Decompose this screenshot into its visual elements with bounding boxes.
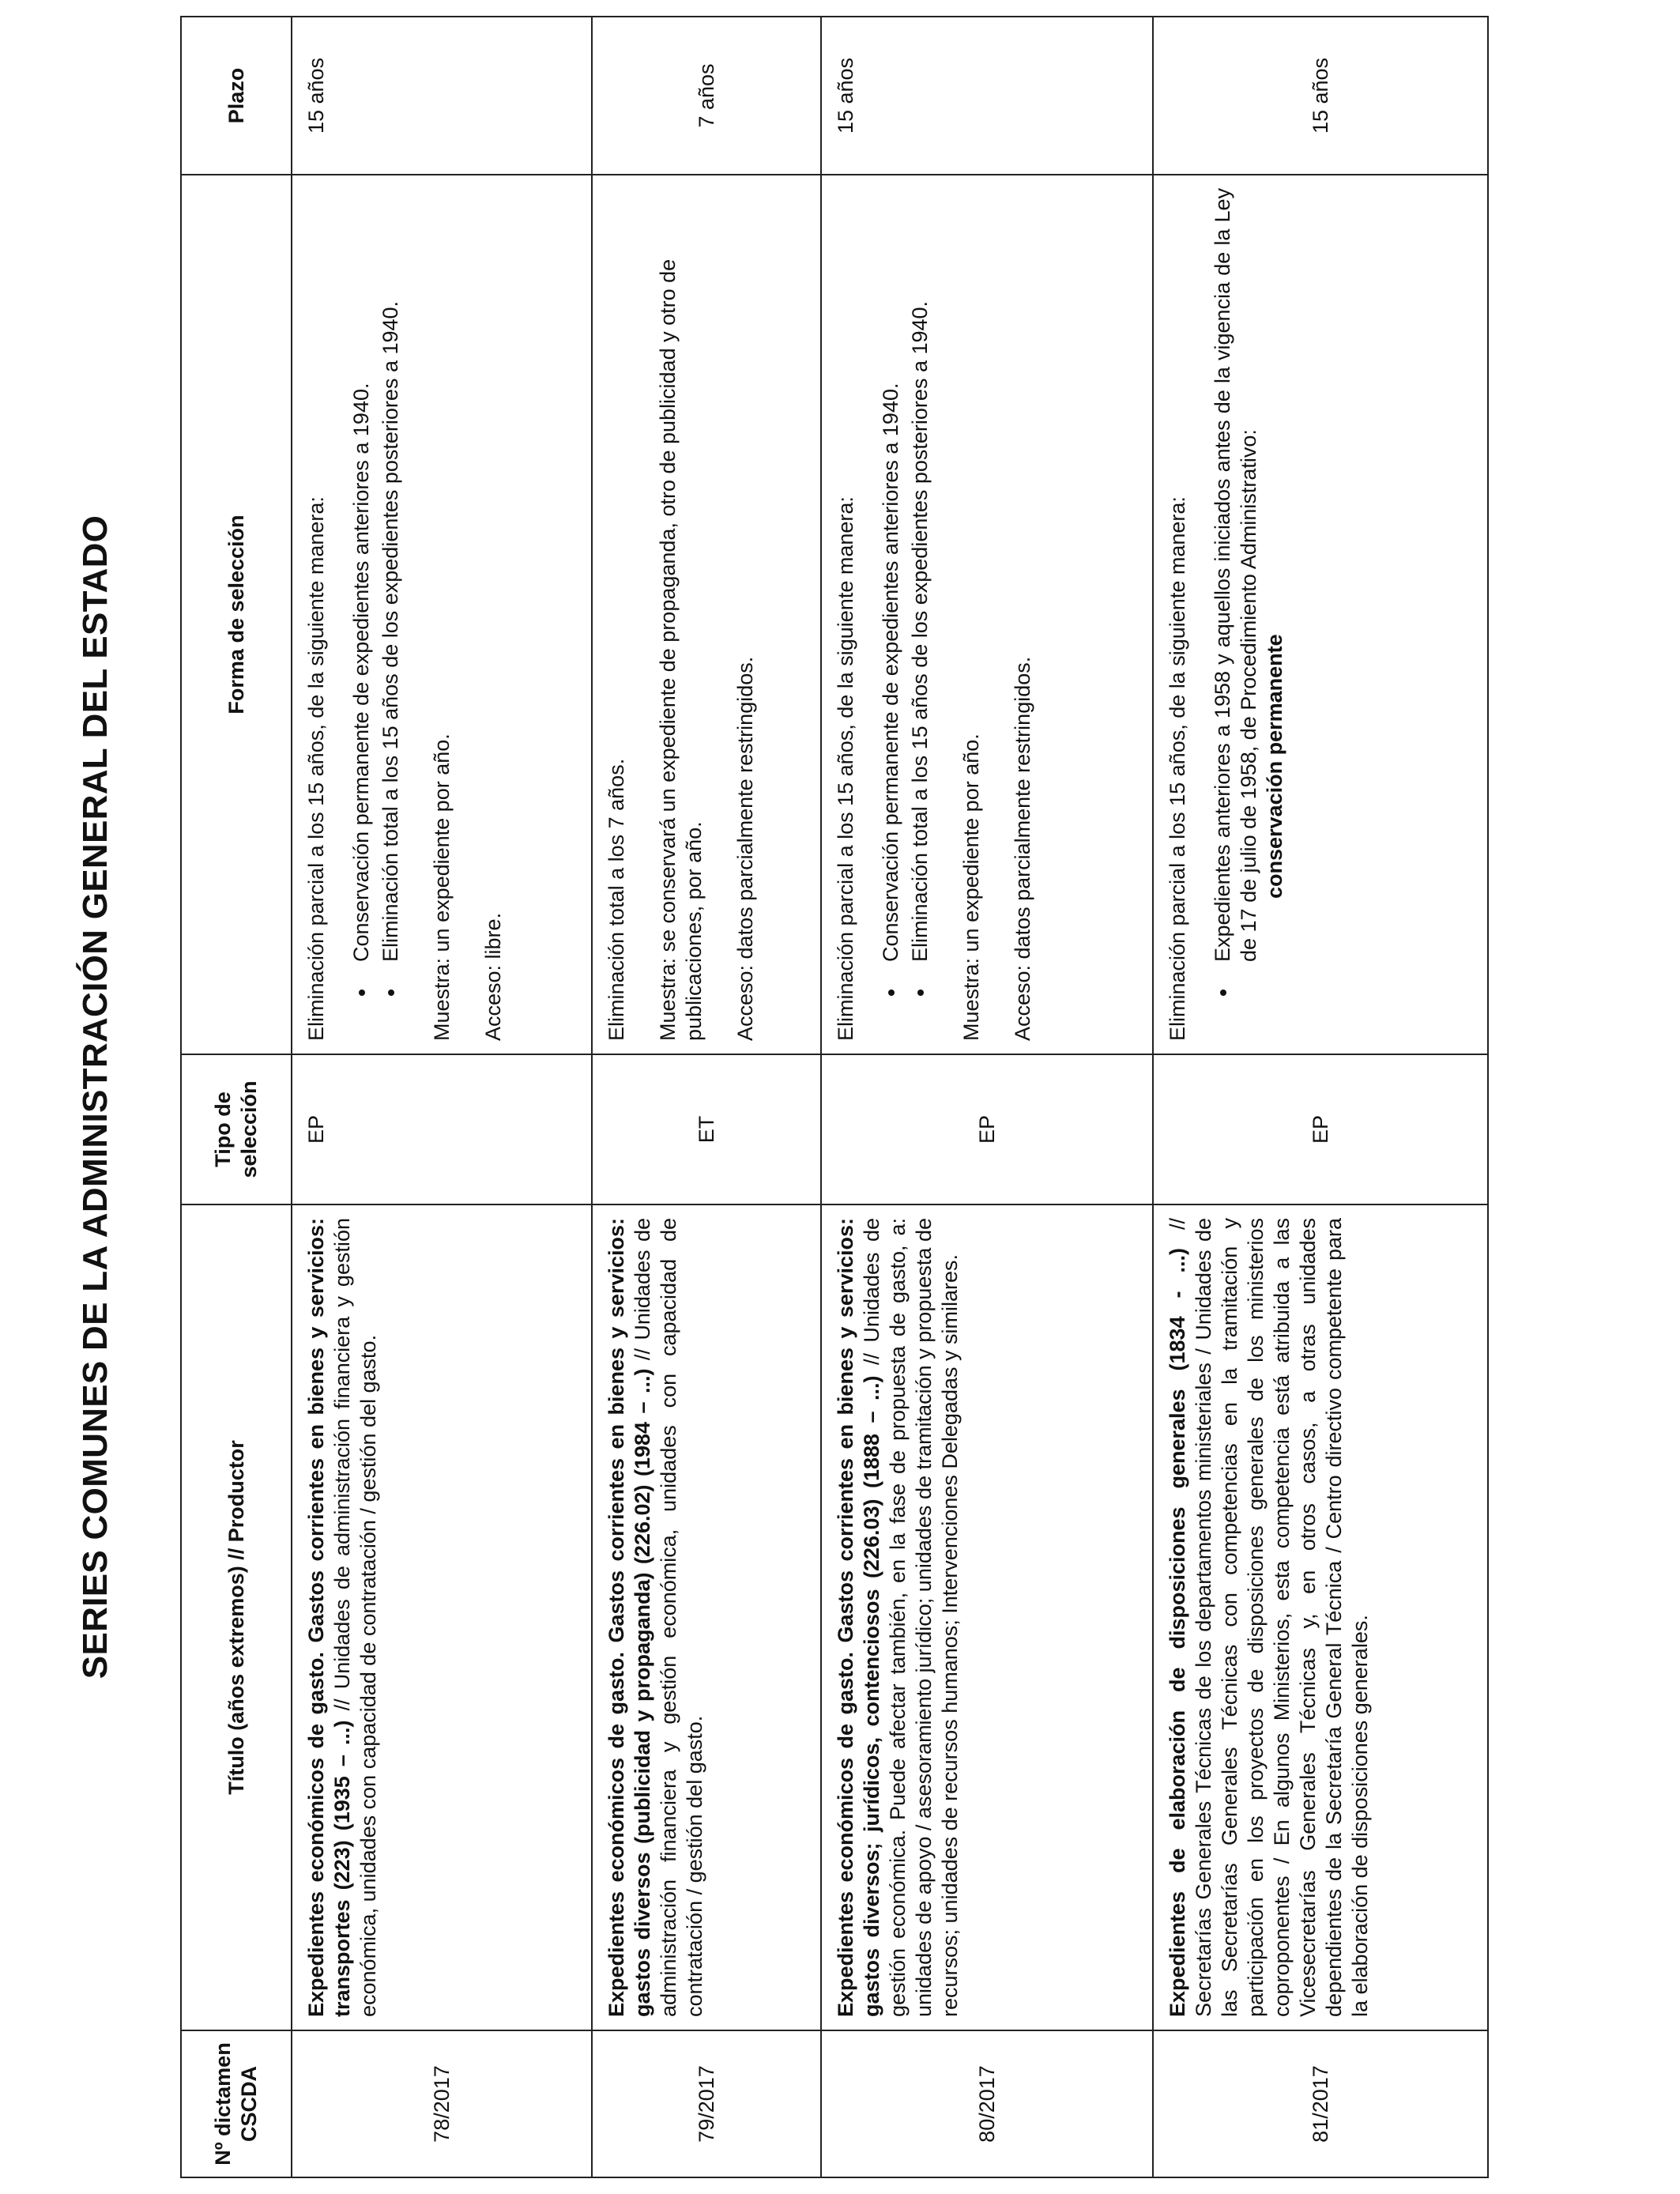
selection-type: EP [1308, 1114, 1332, 1144]
list-item: • Conservación permanente de expedientes anteriores a 1940. [878, 188, 904, 978]
retention-period: 15 años [834, 57, 857, 134]
dictamen-number: 79/2017 [694, 2065, 718, 2143]
dictamen-number: 80/2017 [974, 2065, 999, 2143]
series-producer: // Secretarías Generales Técnicas de los departamentos ministeriales / Unidades de las Secretarías Generales Técnicas con competencias en la tramitación y participación en los proyectos de disposiciones generales de los ministerios coproponentes / En algunos Ministerios, esta competencia está atribuida a las Vicesecretarías Generales Técnicas y, en otros casos, a otras unidades dependientes de la Secretaría General Técnica / Centro directivo competente para la elaboración de disposiciones generales. [1166, 1218, 1372, 2017]
acceso-text: Acceso: datos parcialmente restringidos. [1010, 656, 1034, 1041]
cell-forma [1153, 175, 1488, 1054]
series-producer: // Unidades de administración financiera y gestión económica, unidades con capacidad de contratación / gestión del gasto. [630, 1218, 706, 2017]
list-item [1210, 188, 1288, 978]
selection-type: ET [694, 1115, 718, 1144]
muestra-text: Muestra: se conservará un expediente de propaganda, otro de publicidad y otro de publicaciones, por año. [655, 258, 706, 1041]
series-title-bold: Expedientes económicos de gasto. Gastos corrientes en bienes y servicios: transportes (223) (1935 – ...) [304, 1218, 354, 2017]
cell-num [292, 2030, 592, 2177]
series-title [1165, 1218, 1373, 2017]
retention-period: 7 años [694, 63, 718, 128]
header-titulo: Título (años extremos) // Productor [181, 1204, 292, 2030]
cell-num [592, 2030, 821, 2177]
cell-plazo [1153, 17, 1488, 175]
muestra-text: Muestra: un expediente por año. [429, 733, 454, 1041]
series-producer: // Unidades de gestión económica. Puede afectar también, en la fase de propuesta de gasto, a: unidades de apoyo / asesoramiento jurídico; unidades de tramitación y propuesta de recursos; unidades de recursos humanos; Intervenciones Delegadas y similares. [859, 1218, 962, 2017]
forma-intro: Eliminación parcial a los 15 años, de la siguiente manera: [1166, 496, 1189, 1041]
cell-tipo [592, 1054, 821, 1204]
table-row [592, 17, 821, 2177]
header-plazo: Plazo [181, 17, 292, 175]
cell-plazo [821, 17, 1153, 175]
acceso-text: Acceso: datos parcialmente restringidos. [733, 656, 757, 1041]
forma-intro: Eliminación parcial a los 15 años, de la siguiente manera: [834, 496, 857, 1041]
list-item: • Eliminación total a los 15 años de los expedientes posteriores a 1940. [907, 188, 933, 978]
series-title-bold: Expedientes económicos de gasto. Gastos corrientes en bienes y servicios: gastos diversos (publicidad y propaganda) (226.02) (1984 – ...) [605, 1218, 654, 2017]
dictamen-number: 81/2017 [1308, 2065, 1332, 2143]
series-table [180, 16, 1489, 2178]
series-title-bold: Expedientes económicos de gasto. Gastos corrientes en bienes y servicios: gastos diversos; jurídicos, contenciosos (226.03) (1888 – ...) [834, 1218, 883, 2017]
series-producer: // Unidades de administración financiera y gestión económica, unidades con capacidad de contratación / gestión del gasto. [330, 1218, 380, 2017]
header-num: Nº dictamen CSCDA [181, 2030, 292, 2177]
document-title: SERIES COMUNES DE LA ADMINISTRACIÓN GENERAL DEL ESTADO [76, 515, 115, 1679]
retention-period: 15 años [304, 57, 328, 134]
cell-titulo [292, 1204, 592, 2030]
retention-period: 15 años [1308, 57, 1332, 134]
list-item: • Conservación permanente de expedientes anteriores a 1940. [348, 188, 375, 978]
cell-tipo [1153, 1054, 1488, 1204]
cell-forma [292, 175, 592, 1054]
forma-bullets [1210, 188, 1288, 1041]
series-title-bold: Expedientes de elaboración de disposiciones generales (1834 - ...) [1166, 1247, 1189, 2017]
table-row [821, 17, 1153, 2177]
table-wrapper [161, 0, 1489, 2194]
dictamen-number: 78/2017 [429, 2065, 454, 2143]
muestra-text: Muestra: un expediente por año. [959, 733, 983, 1041]
cell-plazo [592, 17, 821, 175]
cell-titulo [1153, 1204, 1488, 2030]
cell-plazo [292, 17, 592, 175]
cell-titulo [592, 1204, 821, 2030]
cell-titulo [821, 1204, 1153, 2030]
series-title [604, 1218, 708, 2017]
header-forma: Forma de selección [181, 175, 292, 1054]
bullet-emphasis: conservación permanente [1262, 634, 1286, 899]
forma-bullets [348, 188, 404, 1041]
cell-tipo [821, 1054, 1153, 1204]
cell-forma [821, 175, 1153, 1054]
bullet-text: • Expedientes anteriores a 1958 y aquellos iniciados antes de la vigencia de la Ley de 17 de julio de 1958, de Procedimiento Administrativo: [1210, 188, 1260, 962]
selection-type: EP [974, 1114, 999, 1144]
forma-intro: Eliminación parcial a los 15 años, de la siguiente manera: [304, 496, 328, 1041]
table-row [1153, 17, 1488, 2177]
forma-bullets [878, 188, 933, 1041]
forma-intro: Eliminación total a los 7 años. [605, 758, 628, 1041]
header-tipo: Tipo de selección [181, 1054, 292, 1204]
series-title [833, 1218, 963, 2017]
cell-num [1153, 2030, 1488, 2177]
table-row [292, 17, 592, 2177]
cell-tipo [292, 1054, 592, 1204]
cell-forma [592, 175, 821, 1054]
cell-num [821, 2030, 1153, 2177]
selection-type: EP [304, 1114, 328, 1144]
series-title [303, 1218, 382, 2017]
header-row [181, 17, 292, 2177]
list-item: • Eliminación total a los 15 años de los expedientes posteriores a 1940. [378, 188, 404, 978]
acceso-text: Acceso: libre. [480, 912, 505, 1041]
